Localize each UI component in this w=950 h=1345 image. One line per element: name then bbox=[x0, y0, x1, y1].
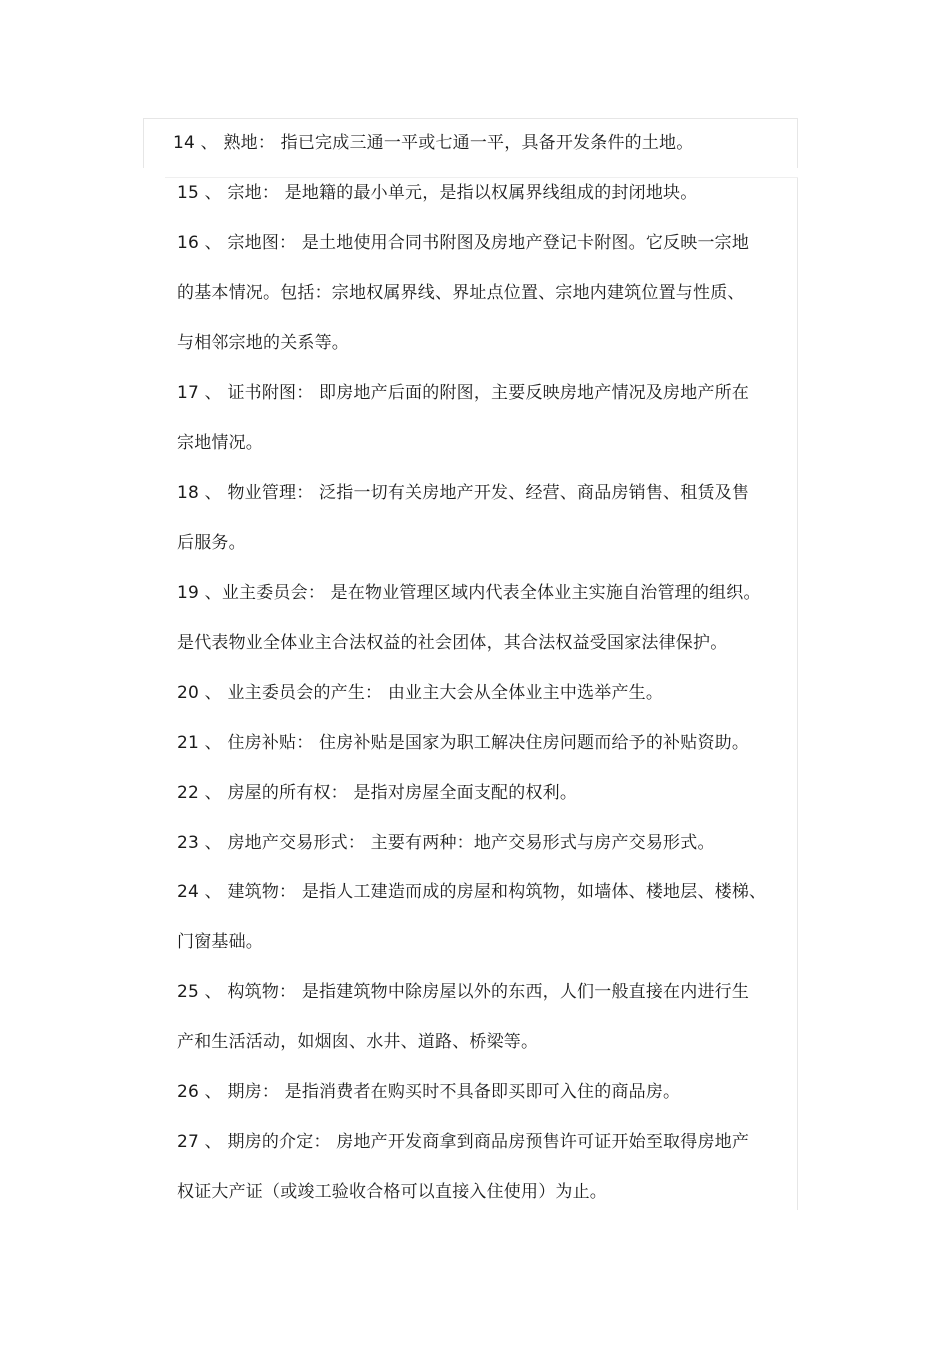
text-line: 后服务。 bbox=[177, 533, 246, 553]
text-line: 与相邻宗地的关系等。 bbox=[177, 333, 349, 353]
text-line: 23 、 房地产交易形式： 主要有两种：地产交易形式与房产交易形式。 bbox=[177, 833, 715, 853]
text-line: 22 、 房屋的所有权： 是指对房屋全面支配的权利。 bbox=[177, 783, 578, 803]
text-line: 26 、 期房： 是指消费者在购买时不具备即买即可入住的商品房。 bbox=[177, 1082, 681, 1102]
text-line: 18 、 物业管理： 泛指一切有关房地产开发、经营、商品房销售、租赁及售 bbox=[177, 483, 750, 503]
text-line: 21 、 住房补贴： 住房补贴是国家为职工解决住房问题而给予的补贴资助。 bbox=[177, 733, 750, 753]
text-line: 的基本情况。包括：宗地权属界线、界址点位置、宗地内建筑位置与性质、 bbox=[177, 283, 745, 303]
text-line: 是代表物业全体业主合法权益的社会团体，其合法权益受国家法律保护。 bbox=[177, 633, 728, 653]
text-line: 19 、业主委员会： 是在物业管理区域内代表全体业主实施自治管理的组织。 bbox=[177, 583, 761, 603]
text-line: 14 、 熟地： 指已完成三通一平或七通一平，具备开发条件的土地。 bbox=[173, 133, 694, 153]
text-line: 15 、 宗地： 是地籍的最小单元，是指以权属界线组成的封闭地块。 bbox=[177, 183, 698, 203]
text-line: 16 、 宗地图： 是土地使用合同书附图及房地产登记卡附图。它反映一宗地 bbox=[177, 233, 750, 253]
text-line: 24 、 建筑物： 是指人工建造而成的房屋和构筑物，如墙体、楼地层、楼梯、 bbox=[177, 882, 767, 902]
page-frame-divider bbox=[165, 177, 798, 178]
text-line: 权证大产证（或竣工验收合格可以直接入住使用）为止。 bbox=[177, 1182, 607, 1202]
text-line: 宗地情况。 bbox=[177, 433, 263, 453]
text-line: 20 、 业主委员会的产生： 由业主大会从全体业主中选举产生。 bbox=[177, 683, 664, 703]
text-line: 产和生活活动，如烟囱、水井、道路、桥梁等。 bbox=[177, 1032, 539, 1052]
text-line: 27 、 期房的介定： 房地产开发商拿到商品房预售许可证开始至取得房地产 bbox=[177, 1132, 750, 1152]
text-line: 17 、 证书附图： 即房地产后面的附图，主要反映房地产情况及房地产所在 bbox=[177, 383, 750, 403]
page-frame-right-edge bbox=[797, 178, 798, 1210]
text-line: 25 、 构筑物： 是指建筑物中除房屋以外的东西，人们一般直接在内进行生 bbox=[177, 982, 750, 1002]
text-line: 门窗基础。 bbox=[177, 932, 263, 952]
